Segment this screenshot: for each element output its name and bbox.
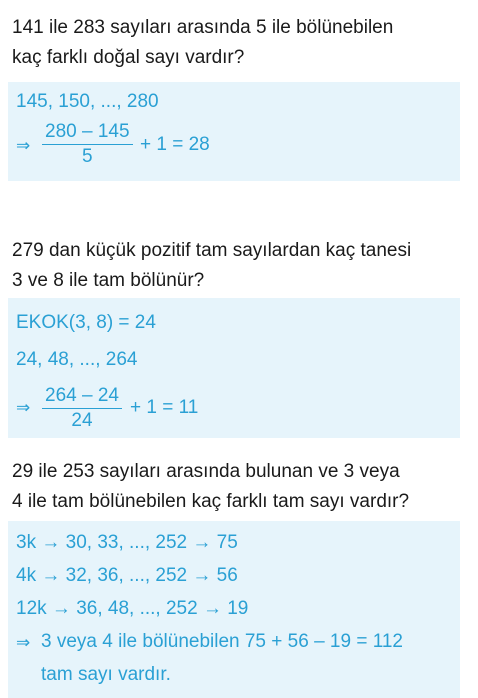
problem1-question <box>12 13 393 73</box>
fraction-denominator: 24 <box>71 410 93 431</box>
implies-arrow-icon: ⇒ <box>16 633 31 653</box>
problem1-solution-box <box>8 82 460 181</box>
multiples-of-4-line: 4k → 32, 36, ..., 252 → 56 <box>16 565 238 586</box>
question-line: 4 ile tam bölünebilen kaç farklı tam sayı vardır? <box>12 491 410 512</box>
ekok-line: EKOK(3, 8) = 24 <box>16 312 156 333</box>
fraction <box>42 384 122 433</box>
fraction-numerator: 264 – 24 <box>42 384 122 409</box>
question-line: 279 dan küçük pozitif tam sayılardan kaç tanesi <box>12 240 412 261</box>
problem2-solution-box <box>8 298 460 438</box>
problem3-question <box>12 457 409 517</box>
problem2-question <box>12 236 411 296</box>
conclusion-line: 3 veya 4 ile bölünebilen 75 + 56 – 19 = 112 <box>41 631 403 652</box>
question-line: 29 ile 253 sayıları arasında bulunan ve 3 veya <box>12 461 400 482</box>
fraction-tail: + 1 = 28 <box>140 134 210 155</box>
multiples-of-3-line: 3k → 30, 33, ..., 252 → 75 <box>16 532 238 553</box>
implies-arrow-icon: ⇒ <box>16 398 31 418</box>
question-line: kaç farklı doğal sayı vardır? <box>12 47 245 68</box>
conclusion-tail-line: tam sayı vardır. <box>41 664 171 685</box>
question-line: 3 ve 8 ile tam bölünür? <box>12 270 205 291</box>
sequence-line: 145, 150, ..., 280 <box>16 91 159 112</box>
fraction-tail: + 1 = 11 <box>130 397 199 418</box>
fraction <box>42 120 133 169</box>
fraction-numerator: 280 – 145 <box>42 120 133 145</box>
question-line: 141 ile 283 sayıları arasında 5 ile bölünebilen <box>12 17 394 38</box>
multiples-of-12-line: 12k → 36, 48, ..., 252 → 19 <box>16 598 249 619</box>
implies-arrow-icon: ⇒ <box>16 136 31 156</box>
sequence-line: 24, 48, ..., 264 <box>16 349 138 370</box>
fraction-denominator: 5 <box>81 146 93 167</box>
problem3-solution-box <box>8 521 460 698</box>
